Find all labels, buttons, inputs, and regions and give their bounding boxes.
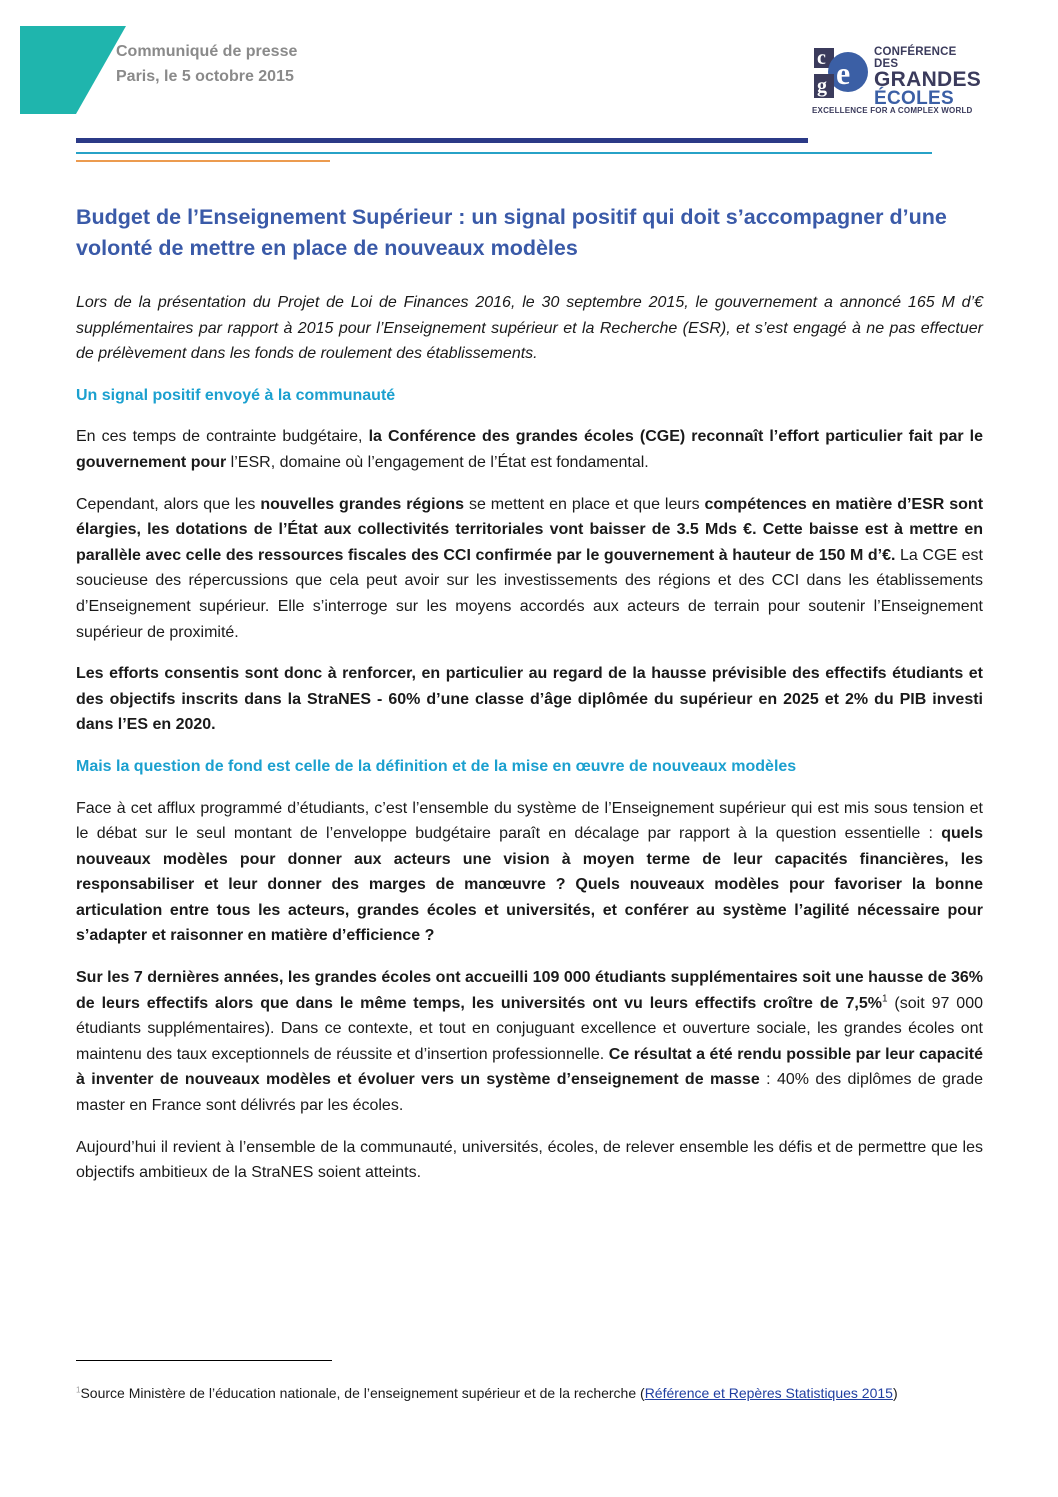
bold-text-run: Ce résultat a été rendu possible par leur capacité à inventer de nouveaux modèles et évoluer vers un système d’enseignement de masse — [76, 1045, 984, 1089]
text-run: : 40% des diplômes de grade master en France sont délivrés par les écoles. — [76, 1071, 983, 1115]
section2-paragraph3: Aujourd’hui il revient à l’ensemble de la communauté, universités, écoles, de relever ensemble les défis et de permettre que les objectifs ambitieux de la StraNES soient atteints. — [76, 1138, 983, 1182]
text-run: En ces temps de contrainte budgétaire, — [76, 428, 369, 446]
section1-heading: Un signal positif envoyé à la communauté — [76, 386, 396, 404]
text-run: Cependant, alors que les — [76, 495, 261, 513]
logo-line2: GRANDES — [874, 68, 982, 91]
intro-paragraph: Lors de la présentation du Projet de Loi de Finances 2016, le 30 septembre 2015, le gouvernement a annoncé 165 M d’€ supplémentaires par rapport à 2015 pour l’Enseignement supérieur et la Recherche (ESR), et s’est engagé à ne pas effectuer de prélèvement dans les fonds de roulement des établissements. — [76, 294, 983, 363]
svg-text:c: c — [817, 47, 826, 69]
footnote-text: Source Ministère de l’éducation nationale, de l’enseignement supérieur et de la recherche ( — [80, 1385, 645, 1401]
bold-text-run: Les efforts consentis sont donc à renforcer, en particulier au regard de la hausse prévisible des effectifs étudiants et des objectifs inscrits dans la StraNES - 60% d’une classe d’âge diplômée du supérieur en 2025 et 2% du PIB investi dans l’ES en 2020. — [76, 665, 983, 734]
logo-tagline: EXCELLENCE FOR A COMPLEX WORLD — [812, 106, 973, 115]
section1-paragraph1 — [76, 424, 983, 475]
text-run: (soit 97 000 étudiants supplémentaires). Dans ce contexte, et tout en conjuguant excellence et ouverture sociale, les grandes écoles ont maintenu des taux exceptionnels de réussite et d’insertion professionnelle. — [76, 994, 983, 1063]
bold-text-run: quels nouveaux modèles pour donner aux acteurs une vision à moyen terme de leur capacités financières, les responsabiliser et leur donner des marges de manœuvre ? Quels nouveaux modèles pour favoriser la bonne articulation entre tous les acteurs, grandes écoles et universités, et conférer au système l’agilité nécessaire pour s’adapter et raisonner en matière d’efficience ? — [76, 825, 983, 945]
logo-mark-icon — [812, 44, 870, 102]
section1-paragraph2 — [76, 492, 983, 646]
corner-decoration — [20, 26, 126, 114]
bold-text-run: nouvelles grandes régions — [260, 495, 465, 513]
bold-text-run: la Conférence des grandes écoles (CGE) reconnaît l’effort particulier fait par le gouvernement pour — [76, 428, 983, 471]
text-run: l’ESR, domaine où l’engagement de l’État est fondamental. — [226, 453, 649, 471]
header-rule-teal — [76, 152, 932, 154]
section2-paragraph1 — [76, 796, 983, 950]
header-rule-blue — [76, 138, 808, 143]
text-run: La CGE est soucieuse des répercussions que cela peut avoir sur les investissements des régions et des CCI dans les établissements d’Enseignement supérieur. Elle s’interroge sur les moyens accordés aux acteurs de terrain pour soutenir l’Enseignement supérieur de proximité. — [76, 546, 983, 641]
footnote — [76, 1384, 982, 1402]
document-type: Communiqué de presse — [116, 43, 298, 60]
footnote-link[interactable]: Référence et Repères Statistiques 2015 — [644, 1385, 893, 1401]
footnote-mark: 1 — [76, 1385, 81, 1395]
section1-paragraph3 — [76, 661, 983, 738]
place-date: Paris, le 5 octobre 2015 — [116, 68, 294, 85]
logo-line3: ÉCOLES — [874, 88, 954, 109]
text-run: se mettent en place et que leurs — [464, 495, 705, 513]
section2-paragraph2 — [76, 965, 983, 1119]
footnote-separator — [76, 1360, 332, 1361]
header-rule-orange — [76, 160, 330, 162]
footnote-end: ) — [892, 1385, 898, 1401]
svg-text:e: e — [836, 55, 851, 91]
text-run: Face à cet afflux programmé d’étudiants, c’est l’ensemble du système de l’Enseignement supérieur qui est mis sous tension et le débat sur le seul montant de l’enveloppe budgétaire paraît en décalage par rapport à la question essentielle : — [76, 799, 983, 843]
section2-heading: Mais la question de fond est celle de la définition et de la mise en œuvre de nouveaux modèles — [76, 757, 797, 775]
svg-text:g: g — [817, 75, 827, 97]
bold-text-run: Sur les 7 dernières années, les grandes écoles ont accueilli 109 000 étudiants supplémentaires soit une hausse de 36% de leurs effectifs alors que dans le même temps, les universités ont vu leurs effectifs croître de 7,5% — [76, 969, 983, 1012]
bold-text-run: compétences en matière d’ESR sont élargies, les dotations de l’État aux collectivités territoriales vont baisser de 3.5 Mds €. Cette baisse est à mettre en parallèle avec celle des ressources fiscales des CCI confirmée par le gouvernement à hauteur de 150 M d’€. — [76, 495, 984, 564]
cge-logo — [812, 44, 982, 114]
press-release-body — [76, 290, 983, 1202]
footnote-reference[interactable]: 1 — [881, 993, 888, 1005]
logo-line1: CONFÉRENCE DES — [874, 46, 957, 70]
page-title: Budget de l’Enseignement Supérieur : un signal positif qui doit s’accompagner d’une volonté de mettre en place de nouveaux modèles — [76, 205, 947, 260]
